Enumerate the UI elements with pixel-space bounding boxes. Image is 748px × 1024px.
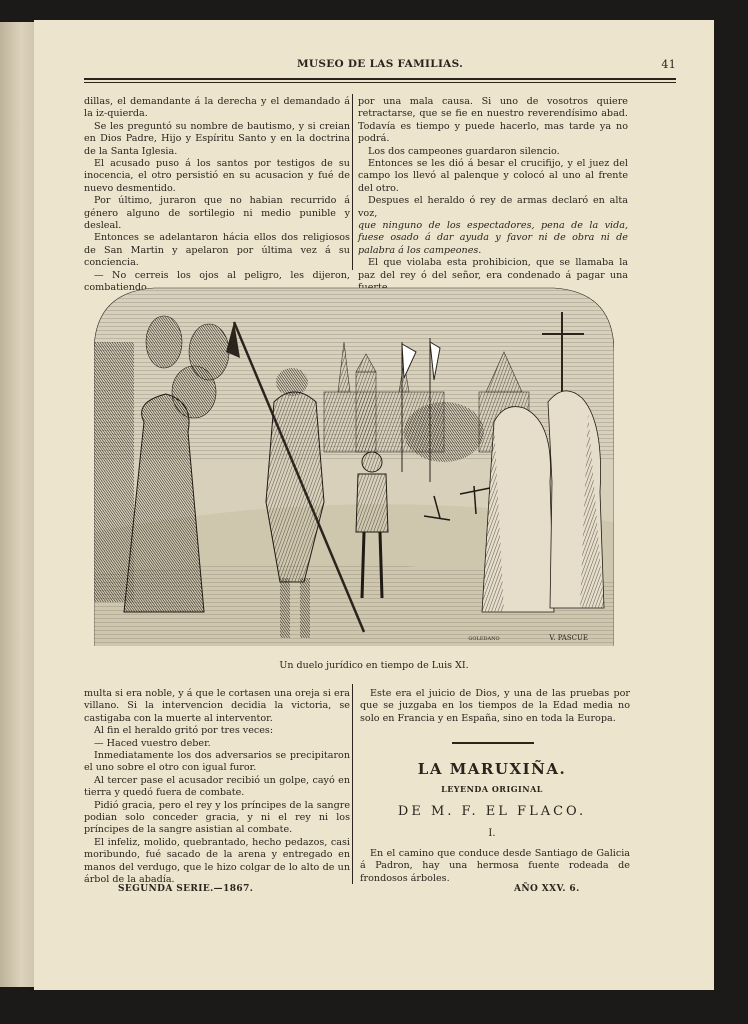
paragraph: — Haced vuestro deber. [94,737,211,749]
paragraph: Entonces se adelantaron hácia ellos dos religiosos de San Martin y apelaron por última vez á su conciencia. [84,232,350,269]
paragraph: dillas, el demandante á la derecha y el demandado á la iz-quierda. [84,96,350,120]
tree [404,402,484,462]
paragraph: Al fin el heraldo gritó por tres veces: [94,725,274,737]
paragraph: Los dos campeones guardaron silencio. [368,145,560,157]
illustration-caption: Un duelo jurídico en tiempo de Luis XI. [279,660,469,671]
paragraph: Pidió gracia, pero el rey y los príncipes de la sangre podian solo conceder gracia, y ni el rey ni los príncipes de la sangre asistian al combate. [84,799,350,836]
section-rule [452,742,534,744]
engraving-illustration [94,282,614,646]
chapter-body [360,848,630,885]
paragraph: Se les preguntó su nombre de bautismo, y si creian en Dios Padre, Hijo y Espíritu Santo y en la doctrina de la Santa Iglesia. [84,120,350,157]
paragraph: Por último, juraron que no habian recurrido á género alguno de sortilegio ni medio punible y desleal. [84,195,350,232]
chapter-number: I. [488,828,496,839]
header-rule [84,78,676,80]
bottom-right-column [360,688,630,725]
artist-signature: V. PASCUE [549,634,588,642]
engraver-signature: GOLEDANO [468,636,500,642]
book-spine-edge [0,22,36,987]
top-right-column [358,96,628,295]
paragraph: por una mala causa. Si uno de vosotros quiere retractarse, que se fie en nuestro reverendísimo abad. Todavía es tiempo y puede hacerlo, mas tarde ya no podrá. [358,96,628,145]
palisade-wall [94,342,134,602]
footer-series: SEGUNDA SERIE.—1867. [118,884,254,894]
section-author: DE M. F. EL FLACO. [397,804,587,819]
paragraph: Inmediatamente los dos adversarios se precipitaron el uno sobre el otro con igual furor. [84,750,350,774]
engraving-svg [94,282,614,646]
section-title: LA MARUXIÑA. [417,760,567,778]
paragraph: — No cerreis los ojos al peligro, les dijeron, combatiendo [84,269,350,294]
paragraph: Entonces se les dió á besar el crucifijo, y el juez del campo los llevó al palenque y colocó al uno al frente del otro. [358,158,628,194]
paragraph: Despues el heraldo ó rey de armas declaró en alta voz, [358,195,628,219]
paragraph: Al tercer pase el acusador recibió un golpe, cayó en tierra y quedó fuera de combate. [84,774,350,799]
paragraph: Este era el juicio de Dios, y una de las pruebas por que se juzgaba en los tiempos de la Edad media no solo en Francia y en España, sino en toda la Europa. [360,688,630,724]
paragraph: El infeliz, molido, quebrantado, hecho pedazos, casi moribundo, fué sacado de la arena y entregado en manos del verdugo, que le hizo colgar de lo alto de un árbol de la abadía. [84,836,350,886]
paragraph: multa si era noble, y á que le cortasen una oreja si era villano. Si la intervencion decidia la victoria, se castigaba con la muerte al interventor. [84,688,350,724]
column-divider [352,94,353,270]
running-head [84,58,676,72]
paragraph: El que violaba esta prohibicion, que se llamaba la paz del rey ó del señor, era condenado á pagar una fuerte [358,257,628,294]
paragraph-italic: que ninguno de los espectadores, pena de la vida, fuese osado á dar ayuda y favor ni de obra ni de palabra á los campeones. [358,220,628,256]
page-number: 41 [661,58,676,71]
footer-year-number: AÑO XXV. 6. [514,884,580,894]
magazine-title: MUSEO DE LAS FAMILIAS. [296,58,464,70]
top-left-column [84,96,350,295]
bottom-left-column [84,688,350,887]
header-rule-thin [84,82,676,83]
paragraph: En el camino que conduce desde Santiago de Galicia á Padron, hay una hermosa fuente rodeada de frondosos árboles. [360,848,630,884]
column-divider [352,684,353,884]
paragraph: El acusado puso á los santos por testigos de su inocencia, el otro persistió en su acusacion y fué de nuevo desmentido. [84,158,350,194]
section-subtitle: LEYENDA ORIGINAL [441,784,543,794]
magazine-page [34,20,714,990]
